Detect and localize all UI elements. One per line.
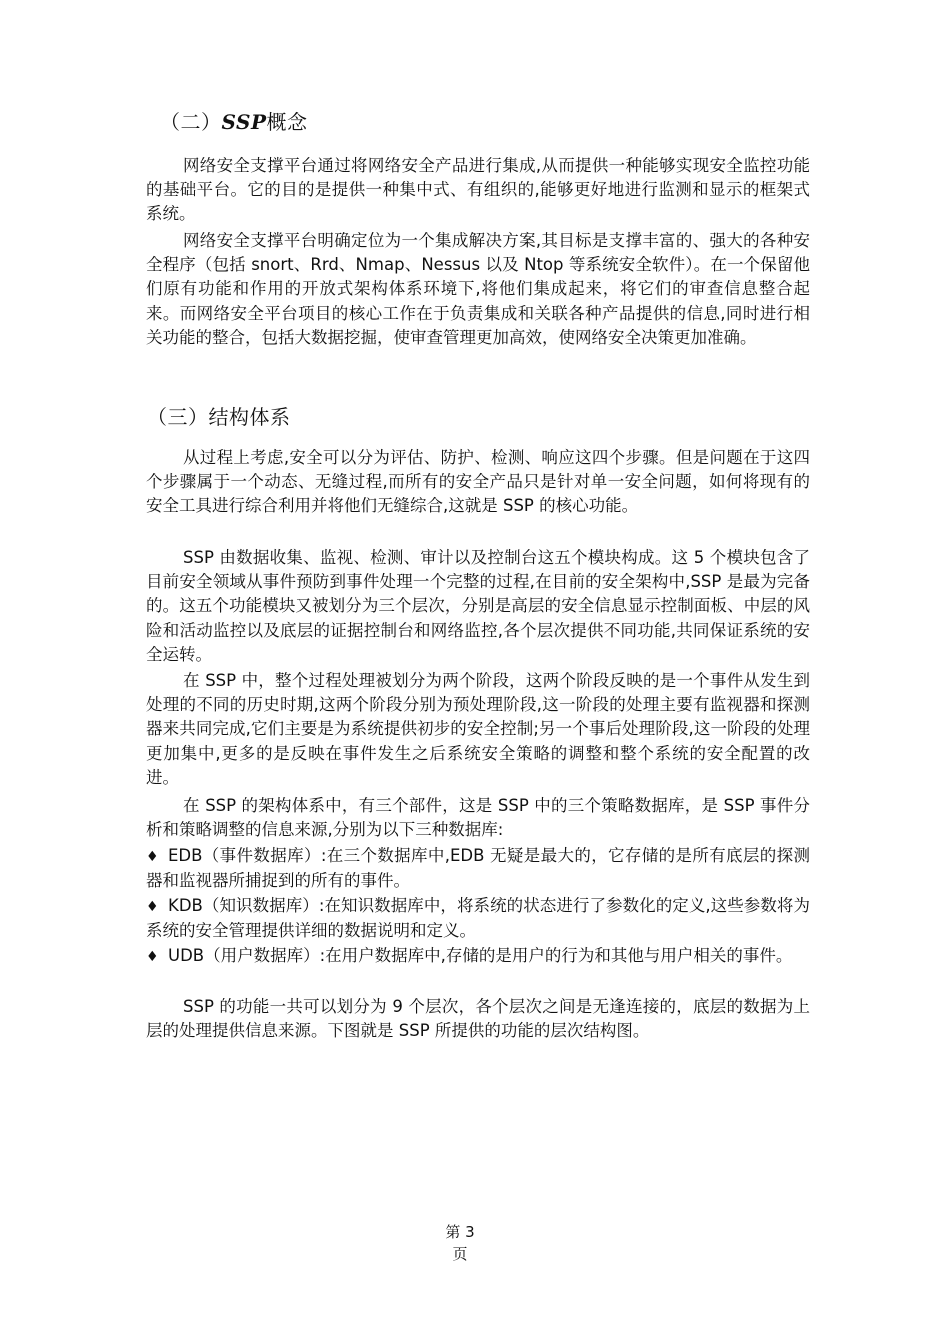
bullet-item-edb	[146, 844, 810, 893]
bullet-item-udb	[146, 944, 810, 969]
diamond-bullet-icon: ♦	[146, 899, 159, 915]
bullet-text-udb: UDB（用户数据库）:在用户数据库中,存储的是用户的行为和其他与用户相关的事件。	[168, 946, 793, 965]
heading-suffix: 概念	[266, 110, 308, 134]
paragraph-platform-definition: 网络安全支撑平台通过将网络安全产品进行集成,从而提供一种能够实现安全监控功能的基础平台。它的目的是提供一种集中式、有组织的,能够更好地进行监测和显示的框架式系统。	[146, 156, 810, 224]
bullet-text-edb: EDB（事件数据库）:在三个数据库中,EDB 无疑是最大的，它存储的是所有底层的探测器和监视器所捕捉到的所有的事件。	[146, 846, 810, 891]
bullet-item-kdb	[146, 894, 810, 943]
section-heading-architecture: （三）结构体系	[147, 405, 291, 429]
paragraph-policy-databases: 在 SSP 的架构体系中，有三个部件，这是 SSP 中的三个策略数据库，是 SSP 事件分析和策略调整的信息来源,分别为以下三种数据库:	[146, 796, 810, 840]
paragraph-processing-stages: 在 SSP 中，整个过程处理被划分为两个阶段，这两个阶段反映的是一个事件从发生到处理的不同的历史时期,这两个阶段分别为预处理阶段,这一阶段的处理主要有监视器和探测器来共同完成,它们主要是为系统提供初步的安全控制;另一个事后处理阶段,这一阶段的处理更加集中,更多的是反映在事件发生之后系统安全策略的调整和整个系统的安全配置的改进。	[146, 671, 810, 787]
page-number	[440, 1221, 480, 1265]
paragraph-security-process: 从过程上考虑,安全可以分为评估、防护、检测、响应这四个步骤。但是问题在于这四个步骤属于一个动态、无缝过程,而所有的安全产品只是针对单一安全问题，如何将现有的安全工具进行综合利用并将他们无缝综合,这就是 SSP 的核心功能。	[146, 448, 810, 516]
diamond-bullet-icon: ♦	[146, 949, 159, 965]
section-heading-ssp-concept	[160, 108, 308, 136]
bullet-text-kdb: KDB（知识数据库）:在知识数据库中，将系统的状态进行了参数化的定义,这些参数将为系统的安全管理提供详细的数据说明和定义。	[146, 896, 810, 941]
heading-prefix: （二）	[160, 110, 222, 134]
paragraph-ssp-modules: SSP 由数据收集、监视、检测、审计以及控制台这五个模块构成。这 5 个模块包含了目前安全领域从事件预防到事件处理一个完整的过程,在目前的安全架构中,SSP 是最为完备的。这五个功能模块又被划分为三个层次，分别是高层的安全信息显示控制面板、中层的风险和活动监控以及底层的证据控制台和网络监控,各个层次提供不同功能,共同保证系统的安全运转。	[146, 548, 810, 664]
heading-ssp-term: SSP	[221, 110, 267, 134]
page-number-line2: 页	[452, 1245, 468, 1263]
diamond-bullet-icon: ♦	[146, 849, 159, 865]
paragraph-platform-positioning: 网络安全支撑平台明确定位为一个集成解决方案,其目标是支撑丰富的、强大的各种安全程序（包括 snort、Rrd、Nmap、Nessus 以及 Ntop 等系统安全软件）。在一个保留他们原有功能和作用的开放式架构体系环境下,将他们集成起来，将它们的审查信息整合起来。而网络安全平台项目的核心工作在于负责集成和关联各种产品提供的信息,同时进行相关功能的整合，包括大数据挖掘，使审查管理更加高效，使网络安全决策更加准确。	[146, 231, 810, 347]
page-number-line1: 第 3	[445, 1223, 475, 1241]
paragraph-function-layers: SSP 的功能一共可以划分为 9 个层次，各个层次之间是无逢连接的，底层的数据为上层的处理提供信息来源。下图就是 SSP 所提供的功能的层次结构图。	[146, 997, 810, 1041]
